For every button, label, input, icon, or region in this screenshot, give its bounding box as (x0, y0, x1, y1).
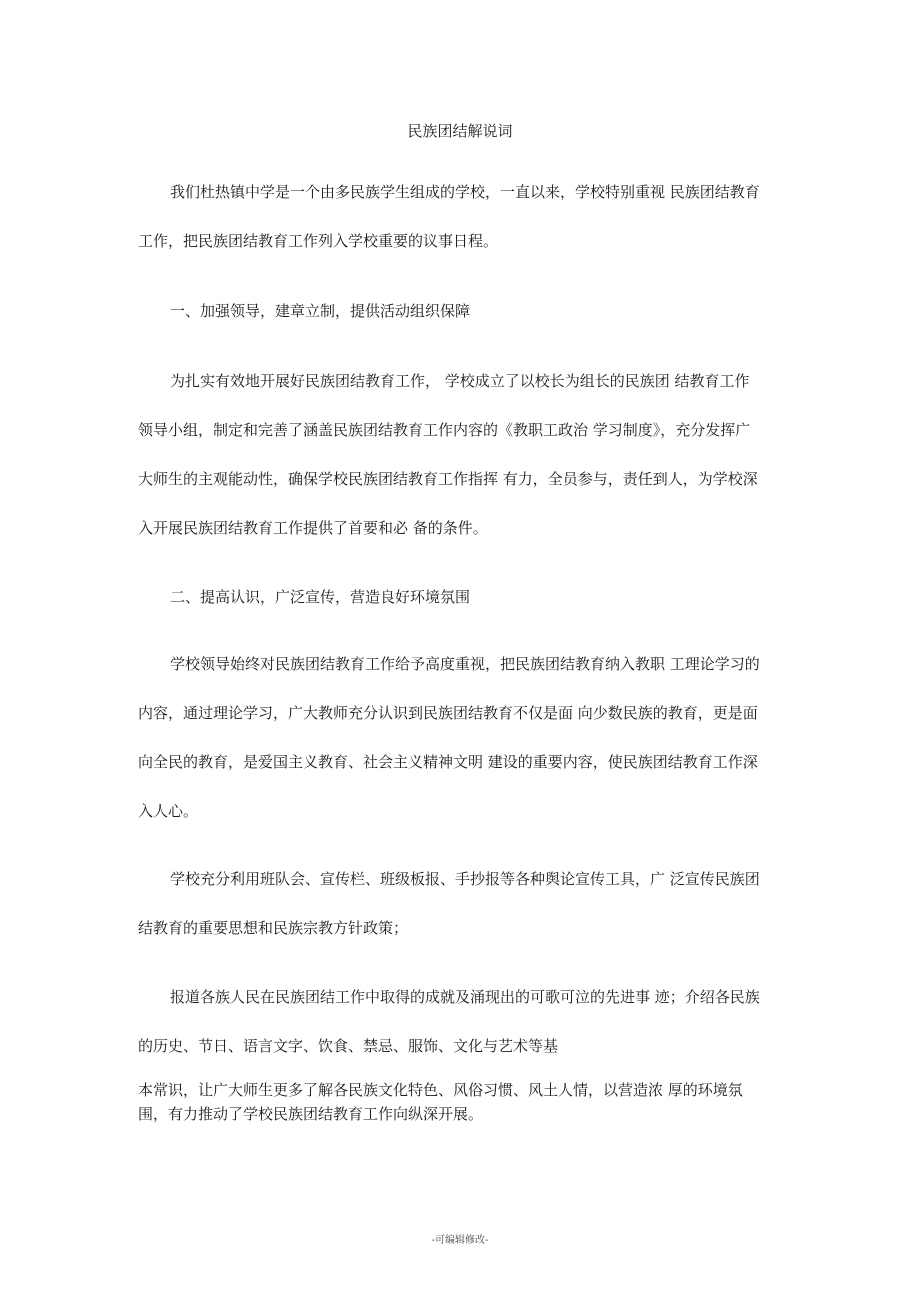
para4-line1: 学校充分利用班队会、宣传栏、班级板报、手抄报等各种舆论宣传工具，广 泛宣传民族团 (170, 870, 760, 888)
para5-line2: 的历史、节日、语言文字、饮食、禁忌、服饰、文化与艺术等基 (138, 1037, 559, 1055)
para1-line2: 工作，把民族团结教育工作列入学校重要的议事日程。 (138, 232, 499, 250)
para3-line3: 向全民的教育，是爱国主义教育、社会主义精神文明 建设的重要内容，使民族团结教育工作深 (138, 753, 758, 771)
para4-line2: 结教育的重要思想和民族宗教方针政策； (138, 919, 409, 937)
para3-line1: 学校领导始终对民族团结教育工作给予高度重视，把民族团结教育纳入教职 工理论学习的 (170, 655, 760, 673)
para6-line2: 围，有力推动了学校民族团结教育工作向纵深开展。 (138, 1105, 484, 1123)
para6-line1: 本常识，让广大师生更多了解各民族文化特色、风俗习惯、风土人情，以营造浓 厚的环境氛 (138, 1081, 743, 1099)
para2-line2: 领导小组，制定和完善了涵盖民族团结教育工作内容的《教职工政治 学习制度》，充分发挥广 (138, 421, 751, 439)
page-footer: -可编辑修改- (431, 1235, 489, 1246)
para2-line1: 为扎实有效地开展好民族团结教育工作， 学校成立了以校长为组长的民族团 结教育工作 (170, 372, 750, 390)
para2-line3: 大师生的主观能动性，确保学校民族团结教育工作指挥 有力，全员参与，责任到人，为学校深 (138, 470, 758, 488)
para3-line4: 入人心。 (138, 802, 199, 820)
para3-line2: 内容，通过理论学习，广大教师充分认识到民族团结教育不仅是面 向少数民族的教育，更是面 (138, 704, 758, 722)
section-heading-1: 一、加强领导，建章立制，提供活动组织保障 (170, 302, 471, 320)
section-heading-2: 二、提高认识，广泛宣传，营造良好环境氛围 (170, 588, 471, 606)
para2-line4: 入开展民族团结教育工作提供了首要和必 备的条件。 (138, 519, 488, 537)
document-title: 民族团结解说词 (407, 122, 513, 140)
para5-line1: 报道各族人民在民族团结工作中取得的成就及涌现出的可歌可泣的先进事 迹；介绍各民族 (170, 988, 760, 1006)
para1-line1: 我们杜热镇中学是一个由多民族学生组成的学校，一直以来，学校特别重视 民族团结教育 (170, 183, 760, 201)
